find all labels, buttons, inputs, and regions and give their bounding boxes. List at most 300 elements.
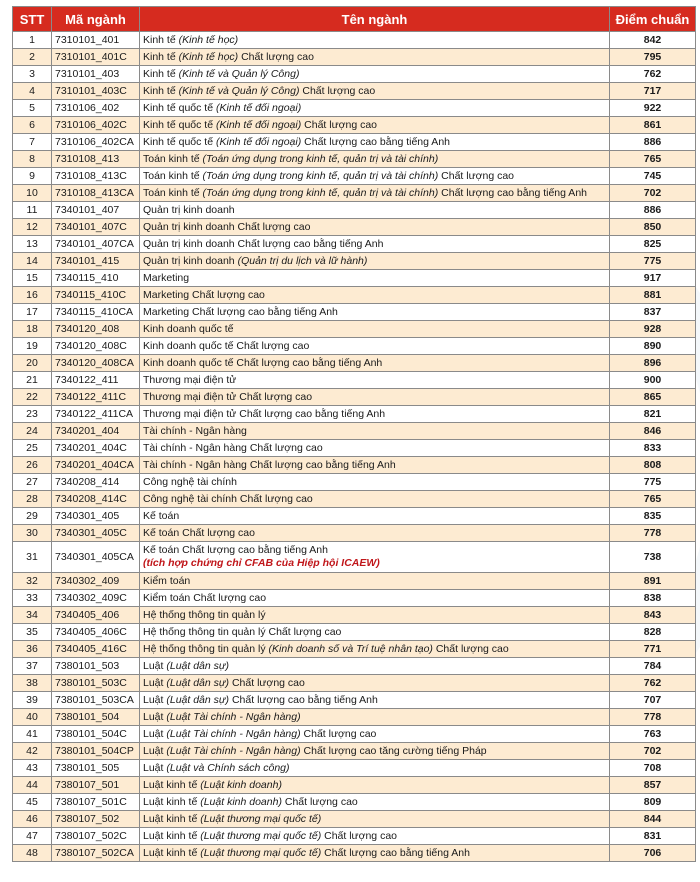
program-type: Chất lượng cao — [241, 50, 314, 63]
row-score: 838 — [610, 590, 696, 607]
major-name: Marketing Chất lượng cao bằng tiếng Anh — [143, 305, 338, 318]
row-name — [140, 287, 610, 304]
row-name — [140, 202, 610, 219]
row-score: 738 — [610, 542, 696, 573]
major-name: Kế toán Chất lượng cao — [143, 526, 255, 539]
row-code: 7340301_405 — [52, 508, 140, 525]
header-score: Điểm chuẩn — [610, 7, 696, 32]
major-specialization: (Luật thương mại quốc tế) — [200, 812, 322, 825]
row-score: 778 — [610, 525, 696, 542]
row-stt: 2 — [13, 49, 52, 66]
major-name: Marketing — [143, 271, 190, 284]
major-name: Luật kinh tế — [143, 795, 198, 808]
table-row — [13, 168, 696, 185]
row-score: 825 — [610, 236, 696, 253]
row-score: 846 — [610, 423, 696, 440]
row-score: 762 — [610, 66, 696, 83]
row-code: 7340115_410CA — [52, 304, 140, 321]
row-score: 706 — [610, 845, 696, 862]
row-score: 891 — [610, 573, 696, 590]
row-name — [140, 32, 610, 49]
major-name-line — [143, 728, 606, 741]
row-score: 917 — [610, 270, 696, 287]
major-name-line — [143, 527, 606, 540]
row-stt: 44 — [13, 777, 52, 794]
row-code: 7380101_505 — [52, 760, 140, 777]
major-name: Luật kinh tế — [143, 812, 198, 825]
major-name-line — [143, 340, 606, 353]
row-name — [140, 117, 610, 134]
table-row — [13, 760, 696, 777]
row-score: 837 — [610, 304, 696, 321]
row-stt: 20 — [13, 355, 52, 372]
row-code: 7380101_503CA — [52, 692, 140, 709]
row-code: 7380107_502CA — [52, 845, 140, 862]
row-stt: 26 — [13, 457, 52, 474]
row-name — [140, 525, 610, 542]
major-name-line — [143, 762, 606, 775]
table-row — [13, 423, 696, 440]
major-specialization: (Luật thương mại quốc tế) — [200, 846, 322, 859]
row-stt: 42 — [13, 743, 52, 760]
major-name: Hệ thống thông tin quản lý — [143, 608, 266, 621]
table-body — [13, 32, 696, 862]
table-row — [13, 573, 696, 590]
table-row — [13, 590, 696, 607]
major-name-line — [143, 779, 606, 792]
major-name: Luật kinh tế — [143, 846, 198, 859]
row-score: 717 — [610, 83, 696, 100]
row-code: 7340101_407 — [52, 202, 140, 219]
major-name-line — [143, 459, 606, 472]
table-row — [13, 525, 696, 542]
major-name-line — [143, 374, 606, 387]
major-name-line — [143, 847, 606, 860]
row-code: 7340302_409 — [52, 573, 140, 590]
major-name: Luật — [143, 659, 164, 672]
table-row — [13, 66, 696, 83]
row-name — [140, 542, 610, 573]
major-name: Luật — [143, 710, 164, 723]
row-stt: 12 — [13, 219, 52, 236]
table-row — [13, 338, 696, 355]
row-score: 707 — [610, 692, 696, 709]
program-type: Chất lượng cao — [435, 642, 509, 655]
table-row — [13, 440, 696, 457]
row-name — [140, 573, 610, 590]
row-code: 7340120_408C — [52, 338, 140, 355]
row-stt: 31 — [13, 542, 52, 573]
table-row — [13, 151, 696, 168]
program-type: Chất lượng cao — [324, 829, 397, 842]
row-code: 7340201_404 — [52, 423, 140, 440]
row-name — [140, 185, 610, 202]
major-specialization: (Luật kinh doanh) — [200, 778, 282, 791]
row-stt: 11 — [13, 202, 52, 219]
table-row — [13, 134, 696, 151]
row-stt: 38 — [13, 675, 52, 692]
major-name-line — [143, 85, 606, 98]
row-score: 831 — [610, 828, 696, 845]
row-score: 886 — [610, 202, 696, 219]
row-score: 828 — [610, 624, 696, 641]
row-name — [140, 236, 610, 253]
row-score: 765 — [610, 151, 696, 168]
row-stt: 10 — [13, 185, 52, 202]
row-code: 7340122_411 — [52, 372, 140, 389]
program-type: Chất lượng cao bằng tiếng Anh — [304, 135, 450, 148]
major-name-line — [143, 425, 606, 438]
row-score: 784 — [610, 658, 696, 675]
major-specialization: (Luật dân sự) — [166, 693, 230, 706]
row-score: 857 — [610, 777, 696, 794]
program-type: Chất lượng cao tăng cường tiếng Pháp — [303, 744, 487, 757]
table-row — [13, 474, 696, 491]
major-name: Kinh tế — [143, 67, 176, 80]
row-score: 795 — [610, 49, 696, 66]
major-name: Kinh tế quốc tế — [143, 135, 214, 148]
row-score: 702 — [610, 743, 696, 760]
row-name — [140, 372, 610, 389]
table-row — [13, 49, 696, 66]
row-code: 7380101_504C — [52, 726, 140, 743]
major-name-line — [143, 323, 606, 336]
table-row — [13, 777, 696, 794]
row-name — [140, 270, 610, 287]
table-row — [13, 709, 696, 726]
table-row — [13, 117, 696, 134]
table-row — [13, 811, 696, 828]
row-score: 775 — [610, 253, 696, 270]
row-code: 7340122_411CA — [52, 406, 140, 423]
row-name — [140, 253, 610, 270]
table-row — [13, 641, 696, 658]
row-score: 775 — [610, 474, 696, 491]
row-stt: 16 — [13, 287, 52, 304]
row-name — [140, 100, 610, 117]
program-type: Chất lượng cao — [284, 795, 358, 808]
row-name — [140, 590, 610, 607]
row-score: 843 — [610, 607, 696, 624]
row-score: 865 — [610, 389, 696, 406]
row-name — [140, 508, 610, 525]
row-code: 7340405_406 — [52, 607, 140, 624]
row-code: 7380107_502 — [52, 811, 140, 828]
row-code: 7310106_402 — [52, 100, 140, 117]
major-name-line — [143, 119, 606, 132]
major-name-line — [143, 609, 606, 622]
table-row — [13, 726, 696, 743]
row-code: 7380101_504 — [52, 709, 140, 726]
major-specialization: (Kinh tế và Quản lý Công) — [178, 67, 300, 80]
row-stt: 21 — [13, 372, 52, 389]
row-name — [140, 304, 610, 321]
major-specialization: (Kinh tế đối ngoại) — [215, 135, 302, 148]
major-name-line — [143, 476, 606, 489]
row-code: 7340115_410 — [52, 270, 140, 287]
major-name: Công nghệ tài chính — [143, 475, 237, 488]
row-name — [140, 641, 610, 658]
row-code: 7340302_409C — [52, 590, 140, 607]
row-name — [140, 474, 610, 491]
row-name — [140, 134, 610, 151]
major-name-line — [143, 102, 606, 115]
program-type: Chất lượng cao — [304, 118, 378, 131]
row-score: 844 — [610, 811, 696, 828]
major-name: Kinh doanh quốc tế Chất lượng cao bằng tiếng Anh — [143, 356, 383, 369]
major-specialization: (Kinh tế học) — [178, 33, 239, 46]
major-name-line — [143, 544, 606, 557]
major-name: Tài chính - Ngân hàng Chất lượng cao — [143, 441, 323, 454]
row-name — [140, 675, 610, 692]
row-code: 7340101_415 — [52, 253, 140, 270]
major-name: Kế toán — [143, 509, 180, 522]
row-code: 7340115_410C — [52, 287, 140, 304]
major-name: Tài chính - Ngân hàng — [143, 424, 247, 437]
major-name-line — [143, 391, 606, 404]
table-row — [13, 100, 696, 117]
program-type: Chất lượng cao — [231, 676, 305, 689]
row-code: 7340208_414C — [52, 491, 140, 508]
major-name: Luật kinh tế — [143, 829, 198, 842]
row-name — [140, 457, 610, 474]
program-type: Chất lượng cao bằng tiếng Anh — [231, 693, 378, 706]
major-specialization: (Quản trị du lịch và lữ hành) — [237, 254, 368, 267]
major-name-line — [143, 830, 606, 843]
major-name: Kinh tế — [143, 33, 176, 46]
row-stt: 39 — [13, 692, 52, 709]
row-code: 7310101_401C — [52, 49, 140, 66]
row-stt: 36 — [13, 641, 52, 658]
row-stt: 14 — [13, 253, 52, 270]
row-score: 702 — [610, 185, 696, 202]
row-score: 881 — [610, 287, 696, 304]
row-name — [140, 658, 610, 675]
major-specialization: (Toán ứng dụng trong kinh tế, quản trị và tài chính) — [202, 186, 439, 199]
table-row — [13, 692, 696, 709]
major-name: Toán kinh tế — [143, 186, 200, 199]
major-name: Kinh tế quốc tế — [143, 101, 214, 114]
table-row — [13, 219, 696, 236]
major-name: Luật — [143, 744, 164, 757]
row-stt: 9 — [13, 168, 52, 185]
row-name — [140, 777, 610, 794]
major-name-line — [143, 187, 606, 200]
row-code: 7380101_503 — [52, 658, 140, 675]
major-name: Kinh tế — [143, 84, 176, 97]
row-name — [140, 760, 610, 777]
major-name-line — [143, 289, 606, 302]
row-score: 896 — [610, 355, 696, 372]
row-code: 7310106_402C — [52, 117, 140, 134]
row-code: 7310108_413C — [52, 168, 140, 185]
major-name: Kinh tế — [143, 50, 176, 63]
major-name: Luật kinh tế — [143, 778, 198, 791]
row-name — [140, 709, 610, 726]
row-stt: 18 — [13, 321, 52, 338]
row-name — [140, 743, 610, 760]
row-stt: 40 — [13, 709, 52, 726]
row-code: 7380107_501C — [52, 794, 140, 811]
row-code: 7340120_408 — [52, 321, 140, 338]
header-name: Tên ngành — [140, 7, 610, 32]
major-name-line — [143, 796, 606, 809]
major-name-line — [143, 660, 606, 673]
row-code: 7340208_414 — [52, 474, 140, 491]
row-name — [140, 355, 610, 372]
major-name-line — [143, 575, 606, 588]
row-name — [140, 66, 610, 83]
table-row — [13, 253, 696, 270]
table-row — [13, 658, 696, 675]
major-name-line — [143, 68, 606, 81]
major-name: Kế toán Chất lượng cao bằng tiếng Anh — [143, 544, 328, 556]
row-score: 861 — [610, 117, 696, 134]
major-name: Kiểm toán — [143, 574, 191, 587]
row-score: 886 — [610, 134, 696, 151]
major-specialization: (Kinh tế đối ngoại) — [215, 101, 302, 114]
row-stt: 27 — [13, 474, 52, 491]
major-name-line — [143, 272, 606, 285]
major-name: Luật — [143, 693, 164, 706]
major-name-line — [143, 357, 606, 370]
row-stt: 46 — [13, 811, 52, 828]
table-row — [13, 287, 696, 304]
major-name: Tài chính - Ngân hàng Chất lượng cao bằng tiếng Anh — [143, 458, 396, 471]
row-stt: 25 — [13, 440, 52, 457]
row-code: 7380107_502C — [52, 828, 140, 845]
row-score: 850 — [610, 219, 696, 236]
major-name: Toán kinh tế — [143, 152, 200, 165]
row-name — [140, 321, 610, 338]
table-row — [13, 491, 696, 508]
major-specialization: (Kinh tế và Quản lý Công) — [178, 84, 300, 97]
major-name: Hệ thống thông tin quản lý Chất lượng cao — [143, 625, 342, 638]
major-name: Quản trị kinh doanh — [143, 254, 235, 267]
table-header-row — [13, 7, 696, 32]
major-name-line — [143, 626, 606, 639]
row-score: 833 — [610, 440, 696, 457]
program-type: Chất lượng cao — [441, 169, 515, 182]
row-code: 7310108_413CA — [52, 185, 140, 202]
row-name — [140, 389, 610, 406]
major-name-line — [143, 711, 606, 724]
row-name — [140, 440, 610, 457]
row-code: 7340201_404C — [52, 440, 140, 457]
row-name — [140, 607, 610, 624]
major-name-line — [143, 493, 606, 506]
table-row — [13, 304, 696, 321]
row-name — [140, 423, 610, 440]
major-name: Công nghệ tài chính Chất lượng cao — [143, 492, 313, 505]
table-row — [13, 83, 696, 100]
row-stt: 48 — [13, 845, 52, 862]
row-stt: 8 — [13, 151, 52, 168]
major-name-line — [143, 153, 606, 166]
row-name — [140, 624, 610, 641]
row-code: 7340301_405C — [52, 525, 140, 542]
header-code: Mã ngành — [52, 7, 140, 32]
row-name — [140, 338, 610, 355]
row-name — [140, 692, 610, 709]
major-name: Kiểm toán Chất lượng cao — [143, 591, 267, 604]
row-stt: 7 — [13, 134, 52, 151]
row-name — [140, 219, 610, 236]
major-specialization: (Toán ứng dụng trong kinh tế, quản trị và tài chính) — [202, 169, 439, 182]
row-stt: 43 — [13, 760, 52, 777]
row-score: 890 — [610, 338, 696, 355]
major-name: Luật — [143, 676, 164, 689]
major-name: Luật — [143, 727, 164, 740]
row-stt: 4 — [13, 83, 52, 100]
row-stt: 17 — [13, 304, 52, 321]
major-name-line — [143, 813, 606, 826]
row-code: 7340120_408CA — [52, 355, 140, 372]
major-name: Hệ thống thông tin quản lý — [143, 642, 266, 655]
major-name: Quản trị kinh doanh Chất lượng cao — [143, 220, 311, 233]
major-name: Toán kinh tế — [143, 169, 200, 182]
major-specialization: (Luật dân sự) — [166, 659, 230, 672]
row-name — [140, 491, 610, 508]
row-stt: 29 — [13, 508, 52, 525]
row-score: 835 — [610, 508, 696, 525]
major-name-line — [143, 255, 606, 268]
row-score: 708 — [610, 760, 696, 777]
row-stt: 32 — [13, 573, 52, 590]
major-name: Kinh doanh quốc tế — [143, 322, 234, 335]
table-row — [13, 202, 696, 219]
major-name: Thương mại điện tử Chất lượng cao bằng tiếng Anh — [143, 407, 386, 420]
row-stt: 3 — [13, 66, 52, 83]
row-code: 7310106_402CA — [52, 134, 140, 151]
row-name — [140, 828, 610, 845]
table-row — [13, 355, 696, 372]
row-score: 763 — [610, 726, 696, 743]
row-name — [140, 83, 610, 100]
table-row — [13, 389, 696, 406]
major-name-line — [143, 170, 606, 183]
major-name-line — [143, 408, 606, 421]
row-score: 808 — [610, 457, 696, 474]
row-code: 7310101_403C — [52, 83, 140, 100]
row-score: 900 — [610, 372, 696, 389]
row-stt: 23 — [13, 406, 52, 423]
row-code: 7380101_504CP — [52, 743, 140, 760]
row-score: 778 — [610, 709, 696, 726]
table-row — [13, 236, 696, 253]
major-specialization: (Luật Tài chính - Ngân hàng) — [166, 710, 301, 723]
major-name-line — [143, 442, 606, 455]
table-row — [13, 372, 696, 389]
program-type: Chất lượng cao — [302, 84, 376, 97]
table-row — [13, 828, 696, 845]
row-code: 7340101_407C — [52, 219, 140, 236]
row-stt: 1 — [13, 32, 52, 49]
major-name: Luật — [143, 761, 164, 774]
row-stt: 28 — [13, 491, 52, 508]
row-code: 7310108_413 — [52, 151, 140, 168]
row-stt: 37 — [13, 658, 52, 675]
row-stt: 34 — [13, 607, 52, 624]
major-name-line — [143, 306, 606, 319]
row-stt: 22 — [13, 389, 52, 406]
row-code: 7340405_416C — [52, 641, 140, 658]
major-name-line — [143, 510, 606, 523]
row-name — [140, 406, 610, 423]
table-row — [13, 321, 696, 338]
program-note: (tích hợp chứng chỉ CFAB của Hiệp hội ICAEW) — [143, 557, 380, 569]
row-code: 7340122_411C — [52, 389, 140, 406]
